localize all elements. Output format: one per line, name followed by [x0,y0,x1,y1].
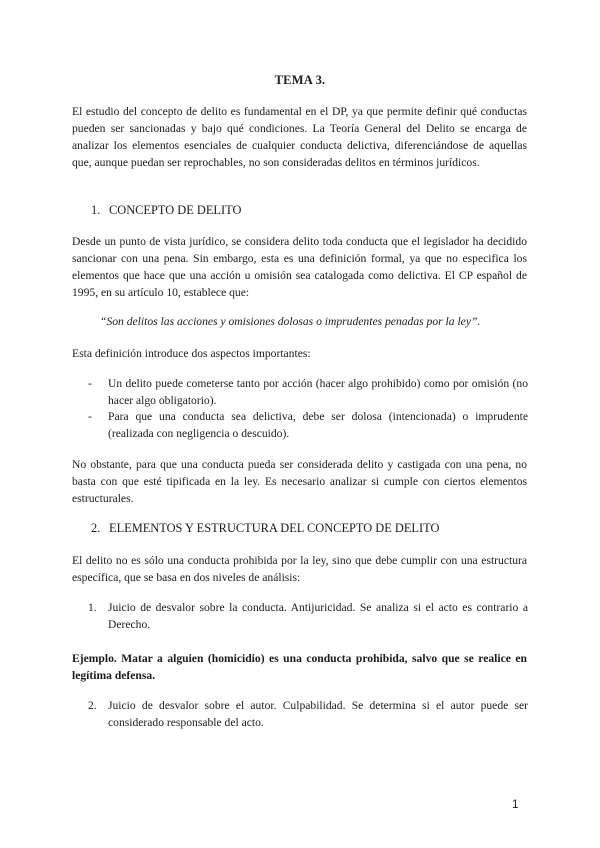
list-number: 2. [88,699,97,712]
list-item [88,376,528,409]
section-heading-1 [91,202,241,219]
paragraph: Desde un punto de vista jurídico, se considera delito toda conducta que el legislador ha decidido sancionar con una pena. Sin embargo, esta es una definición formal, ya que no especifica los elementos que hace que una acción u omisión sea catalogada como delictiva. El CP español de 1995, en su artículo 10, establece que: [72,235,527,300]
bullet-dash: - [88,410,92,423]
intro-paragraph: El estudio del concepto de delito es fundamental en el DP, ya que permite definir qué conductas pueden ser sancionadas y bajo qué condiciones. La Teoría General del Delito se encarga de analizar los elementos esenciales de cualquier conducta delictiva, diferenciándose de aquellas que, aunque puedan ser reprochables, no son consideradas delitos en términos jurídicos. [72,105,527,170]
example-paragraph: Ejemplo. Matar a alguien (homicidio) es una conducta prohibida, salvo que se realice en legítima defensa. [72,652,527,682]
page-title: TEMA 3. [274,73,326,87]
section-number: 2. [91,521,101,535]
list-item-text: Juicio de desvalor sobre el autor. Culpabilidad. Se determina si el autor puede ser considerado responsable del acto. [108,699,528,729]
list-number: 1. [88,601,97,614]
legal-quote: “Son delitos las acciones y omisiones dolosas o imprudentes penadas por la ley”. [100,315,481,328]
list-item-text: Para que una conducta sea delictiva, debe ser dolosa (intencionada) o imprudente (realizada con negligencia o descuido). [108,410,528,440]
paragraph: No obstante, para que una conducta pueda ser considerada delito y castigada con una pena, no basta con que esté tipificada en la ley. Es necesario analizar si cumple con ciertos elementos estructurales. [72,458,527,506]
bullet-dash: - [88,377,92,390]
list-item [88,698,528,731]
section-title: ELEMENTOS Y ESTRUCTURA DEL CONCEPTO DE DELITO [109,521,440,535]
list-item [88,409,528,442]
list-item-text: Un delito puede cometerse tanto por acción (hacer algo prohibido) como por omisión (no hacer algo obligatorio). [108,377,528,407]
page-number: 1 [512,799,519,811]
paragraph: El delito no es sólo una conducta prohibida por la ley, sino que debe cumplir con una estructura específica, que se basa en dos niveles de análisis: [72,554,527,585]
section-number: 1. [91,203,101,217]
list-item-text: Juicio de desvalor sobre la conducta. Antijuricidad. Se analiza si el acto es contrario a Derecho. [108,601,528,631]
section-title: CONCEPTO DE DELITO [109,203,242,217]
list-item [88,600,528,633]
paragraph: Esta definición introduce dos aspectos importantes: [72,347,311,360]
section-heading-2 [91,520,439,537]
